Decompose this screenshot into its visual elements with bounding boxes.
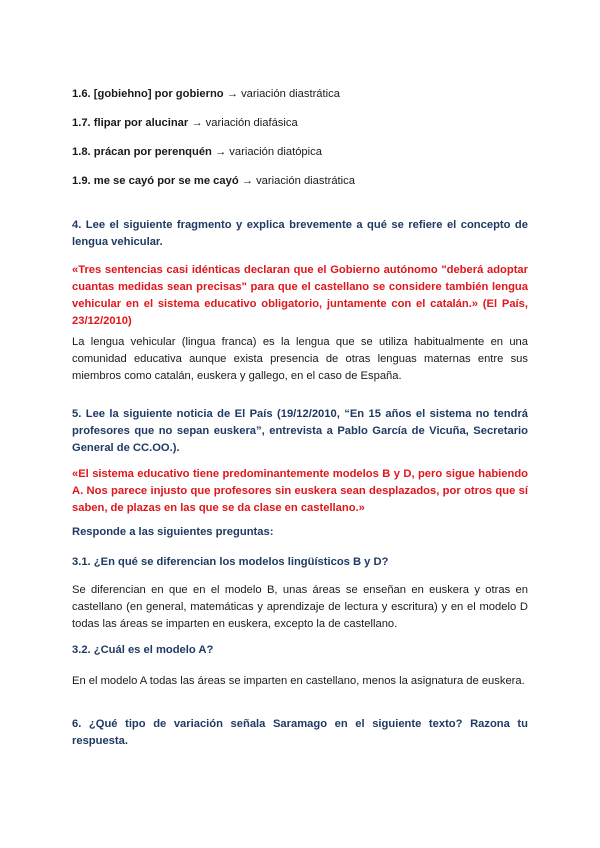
arrow-icon: → (241, 175, 253, 187)
subquestion-3-2-heading: 3.2. ¿Cuál es el modelo A? (72, 644, 214, 656)
subquestion-3-1-answer: Se diferencian en que en el modelo B, unas áreas se enseñan en euskera y otras en castellano (en general, matemáticas y aprendizaje de lectura y escritura) y en el modelo D todas las áreas se imparten en euskera, excepto la de castellano. (72, 584, 528, 630)
variation-type: variación diatópica (229, 146, 322, 158)
arrow-icon: → (215, 146, 227, 158)
variation-item-1-7 (72, 115, 528, 132)
question-4-answer: La lengua vehicular (lingua franca) es la lengua que se utiliza habitualmente en una comunidad educativa aunque exista presencia de otras lenguas maternas entre sus miembros como catalán, euskera y gallego, en el caso de España. (72, 336, 528, 382)
variation-label: 1.9. me se cayó por se me cayó (72, 175, 239, 187)
question-4-quote: «Tres sentencias casi idénticas declaran que el Gobierno autónomo "deberá adoptar cuantas medidas sean precisas" para que el castellano se considere también lengua vehicular en el sistema educativo obligatorio, juntamente con el catalán.» (El País, 23/12/2010) (72, 264, 528, 327)
arrow-icon: → (191, 117, 203, 129)
variation-item-1-6 (72, 86, 528, 103)
question-6-heading: 6. ¿Qué tipo de variación señala Saramago en el siguiente texto? Razona tu respuesta. (72, 718, 528, 747)
variation-label: 1.7. flipar por alucinar (72, 117, 189, 129)
question-5-heading: 5. Lee la siguiente noticia de El País (19/12/2010, “En 15 años el sistema no tendrá profesores que no sepan euskera”, entrevista a Pablo García de Vicuña, Secretario General de CC.OO.). (72, 408, 528, 454)
variation-item-1-8 (72, 144, 528, 161)
variation-label: 1.8. prácan por perenquén (72, 146, 212, 158)
subquestion-3-1-heading: 3.1. ¿En qué se diferencian los modelos lingüísticos B y D? (72, 556, 389, 568)
arrow-icon: → (226, 88, 238, 100)
question-5-instruction: Responde a las siguientes preguntas: (72, 526, 274, 538)
subquestion-3-2-answer: En el modelo A todas las áreas se imparten en castellano, menos la asignatura de euskera. (72, 675, 525, 687)
question-5-quote: «El sistema educativo tiene predominantemente modelos B y D, pero sigue habiendo A. Nos parece injusto que profesores sin euskera sean desplazados, por otros que sí saben, de plazas en las que se da clase en castellano.» (72, 468, 528, 514)
variation-type: variación diafásica (205, 117, 298, 129)
variation-item-1-9 (72, 173, 528, 190)
variation-type: variación diastrática (241, 88, 340, 100)
question-4-heading: 4. Lee el siguiente fragmento y explica brevemente a qué se refiere el concepto de lengua vehicular. (72, 219, 528, 248)
variation-label: 1.6. [gobiehno] por gobierno (72, 88, 224, 100)
variation-type: variación diastrática (256, 175, 355, 187)
